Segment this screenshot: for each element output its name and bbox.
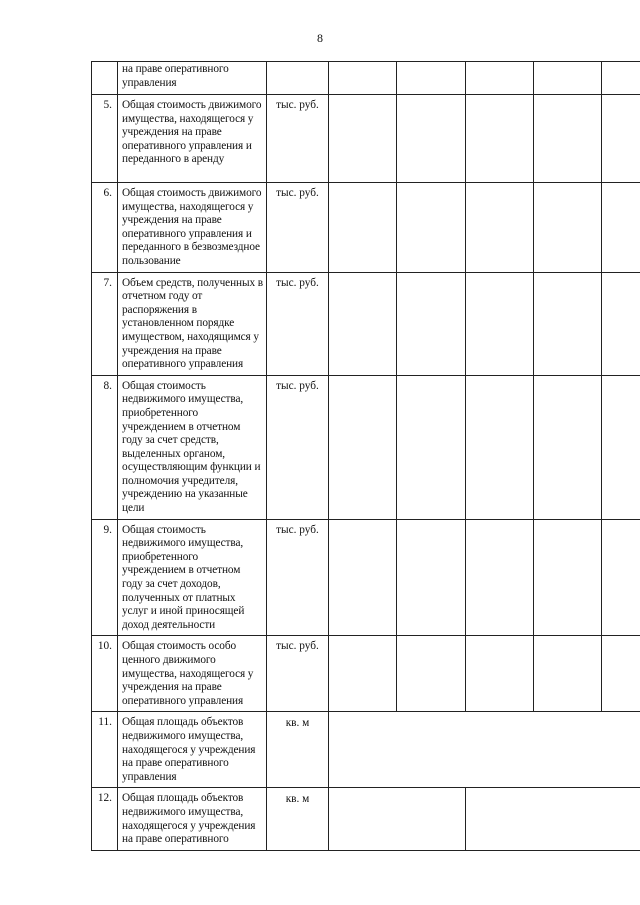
value-cell [534, 62, 602, 95]
value-cell [397, 636, 466, 712]
table-row [92, 95, 640, 183]
row-number: 7. [92, 272, 118, 375]
merged-value-cell [329, 788, 466, 850]
row-unit: тыс. руб. [267, 95, 329, 183]
value-cell [466, 272, 534, 375]
value-cell [466, 183, 534, 273]
table-row [92, 519, 640, 636]
value-cell [466, 519, 534, 636]
value-cell [466, 95, 534, 183]
value-cell [329, 375, 397, 519]
row-description: Общая стоимость движимого имущества, находящегося у учреждения на праве оперативного управления и переданного в безвозмездное пользование [118, 183, 267, 273]
value-cell [329, 62, 397, 95]
row-description: Общая стоимость недвижимого имущества, приобретенного учреждением в отчетном году за счет средств, выделенных органом, осуществляющим функции и полномочия учредителя, учреждению на указанные цели [118, 375, 267, 519]
value-cell [602, 62, 640, 95]
table-row [92, 375, 640, 519]
merged-value-cell [329, 712, 640, 788]
row-description: на праве оперативного управления [118, 62, 267, 95]
value-cell [534, 636, 602, 712]
value-cell [602, 183, 640, 273]
table-row [92, 62, 640, 95]
value-cell [329, 183, 397, 273]
row-unit: тыс. руб. [267, 375, 329, 519]
table-row [92, 788, 640, 850]
value-cell [466, 62, 534, 95]
value-cell [602, 272, 640, 375]
row-description: Общая площадь объектов недвижимого имущества, находящегося у учреждения на праве оперативного [118, 788, 267, 850]
merged-value-cell [466, 788, 640, 850]
value-cell [602, 519, 640, 636]
value-cell [602, 636, 640, 712]
row-unit: тыс. руб. [267, 519, 329, 636]
page-number: 8 [317, 31, 323, 45]
row-description: Общая площадь объектов недвижимого имущества, находящегося у учреждения на праве оперативного управления [118, 712, 267, 788]
value-cell [397, 62, 466, 95]
value-cell [397, 183, 466, 273]
row-number: 9. [92, 519, 118, 636]
table-row [92, 636, 640, 712]
row-unit: кв. м [267, 788, 329, 850]
value-cell [534, 375, 602, 519]
value-cell [329, 272, 397, 375]
value-cell [466, 375, 534, 519]
value-cell [534, 272, 602, 375]
row-unit: тыс. руб. [267, 272, 329, 375]
row-number: 8. [92, 375, 118, 519]
value-cell [534, 519, 602, 636]
row-number: 10. [92, 636, 118, 712]
value-cell [397, 95, 466, 183]
value-cell [397, 375, 466, 519]
row-number: 6. [92, 183, 118, 273]
value-cell [397, 272, 466, 375]
table-row [92, 712, 640, 788]
table-row [92, 272, 640, 375]
value-cell [534, 95, 602, 183]
report-table [91, 61, 640, 851]
row-description: Общая стоимость недвижимого имущества, приобретенного учреждением в отчетном году за счет доходов, полученных от платных услуг и иной приносящей доход деятельности [118, 519, 267, 636]
value-cell [329, 636, 397, 712]
value-cell [329, 95, 397, 183]
row-unit [267, 62, 329, 95]
row-description: Объем средств, полученных в отчетном году от распоряжения в установленном порядке имуществом, находящимся у учреждения на праве оперативного управления [118, 272, 267, 375]
value-cell [329, 519, 397, 636]
table-row [92, 183, 640, 273]
row-description: Общая стоимость движимого имущества, находящегося у учреждения на праве оперативного управления и переданного в аренду [118, 95, 267, 183]
row-description: Общая стоимость особо ценного движимого имущества, находящегося у учреждения на праве оперативного управления [118, 636, 267, 712]
value-cell [466, 636, 534, 712]
row-number [92, 62, 118, 95]
row-unit: тыс. руб. [267, 636, 329, 712]
value-cell [602, 375, 640, 519]
row-number: 12. [92, 788, 118, 850]
value-cell [397, 519, 466, 636]
value-cell [534, 183, 602, 273]
row-number: 5. [92, 95, 118, 183]
row-unit: кв. м [267, 712, 329, 788]
value-cell [602, 95, 640, 183]
row-unit: тыс. руб. [267, 183, 329, 273]
row-number: 11. [92, 712, 118, 788]
